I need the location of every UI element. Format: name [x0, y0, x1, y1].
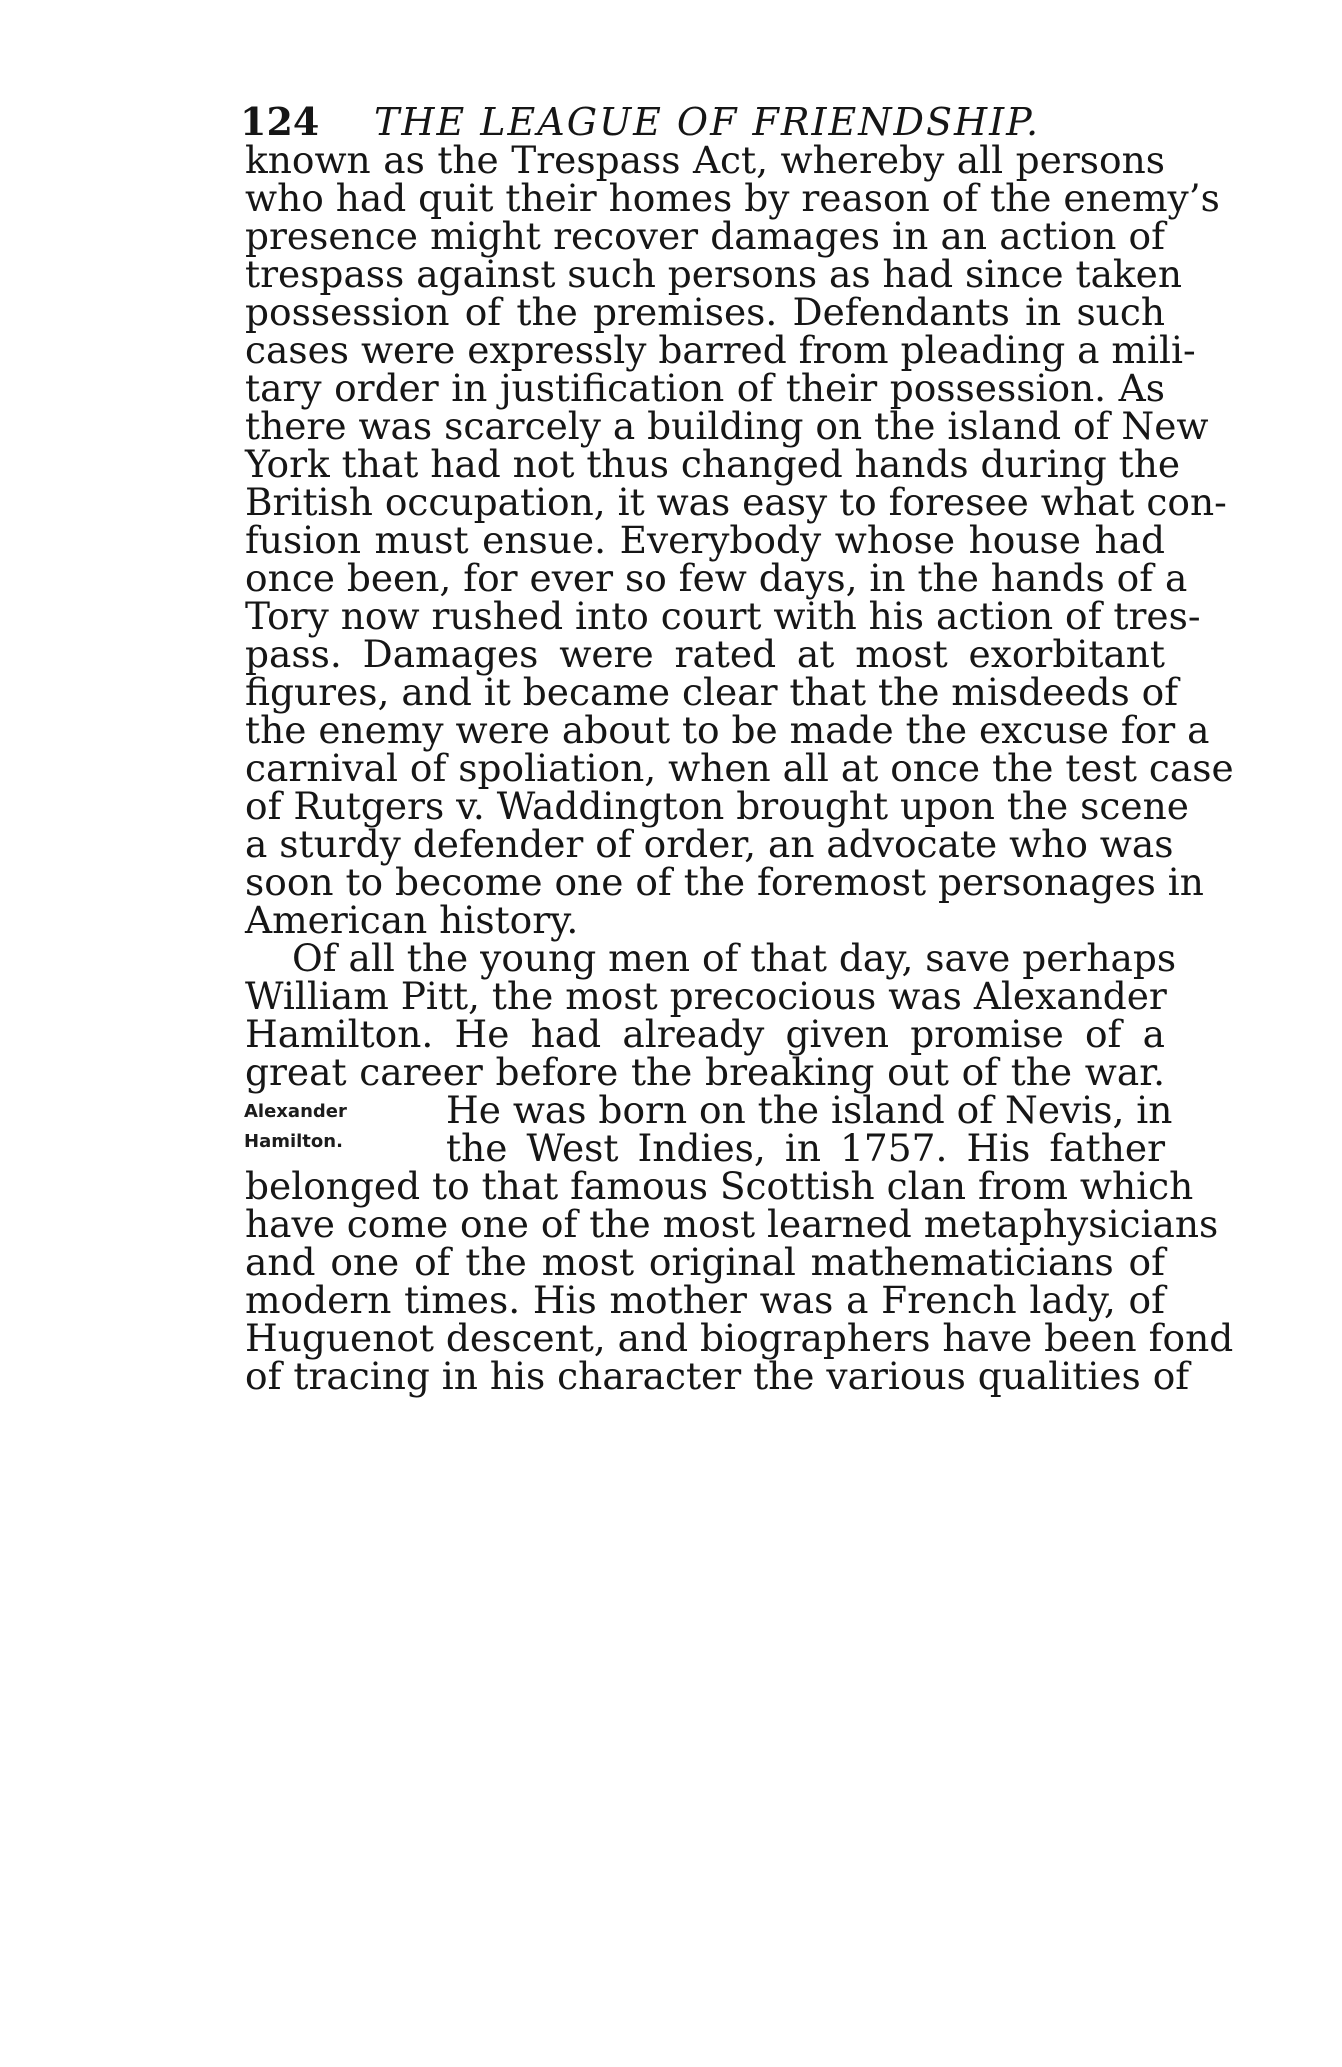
text-line: who had quit their homes by reason of the enemy’s [245, 176, 1220, 220]
text-line: He was born on the island of Nevis, in [446, 1088, 1173, 1132]
text-line: the West Indies, in 1757. His father [446, 1126, 1165, 1170]
text-line: figures, and it became clear that the misdeeds of [245, 670, 1179, 714]
text-line: once been, for ever so few days, in the hands of a [245, 556, 1188, 600]
text-line: American history. [245, 898, 579, 942]
text-line: pass. Damages were rated at most exorbitant [245, 632, 1165, 676]
text-line: belonged to that famous Scottish clan from which [245, 1164, 1194, 1208]
page-number: 124 [240, 99, 320, 144]
text-line: there was scarcely a building on the island of New [245, 404, 1209, 448]
text-line: soon to become one of the foremost personages in [245, 860, 1204, 904]
text-line: Huguenot descent, and biographers have been fond [245, 1316, 1234, 1360]
text-line: Of all the young men of that day, save perhaps [292, 936, 1177, 980]
text-line: and one of the most original mathematicians of [245, 1240, 1165, 1284]
marginal-note [244, 1097, 414, 1157]
text-line: of tracing in his character the various qualities of [245, 1354, 1190, 1398]
text-line: tary order in justification of their possession. As [245, 366, 1165, 410]
text-line: the enemy were about to be made the excuse for a [245, 708, 1210, 752]
text-line: of Rutgers v. Waddington brought upon the scene [245, 784, 1189, 828]
text-line: York that had not thus changed hands during the [245, 442, 1181, 486]
text-line: presence might recover damages in an action of [245, 214, 1165, 258]
text-line: Tory now rushed into court with his action of tres- [245, 594, 1201, 638]
text-line: trespass against such persons as had since taken [245, 252, 1182, 296]
text-line: William Pitt, the most precocious was Alexander [245, 974, 1167, 1018]
text-line: great career before the breaking out of the war. [245, 1050, 1165, 1094]
text-line: fusion must ensue. Everybody whose house had [245, 518, 1165, 562]
text-line: have come one of the most learned metaphysicians [245, 1202, 1219, 1246]
text-line: modern times. His mother was a French lady, of [245, 1278, 1165, 1322]
text-line: Hamilton. He had already given promise of a [245, 1012, 1165, 1056]
text-line: known as the Trespass Act, whereby all persons [245, 138, 1165, 182]
text-line: carnival of spoliation, when all at once the test case [245, 746, 1234, 790]
marginal-note-line: Alexander [244, 1101, 347, 1122]
text-line: cases were expressly barred from pleading a mili- [245, 328, 1196, 372]
text-line: possession of the premises. Defendants in such [245, 290, 1165, 334]
running-title: THE LEAGUE OF FRIENDSHIP. [374, 100, 1041, 144]
marginal-note-line: Hamilton. [244, 1131, 343, 1152]
text-line: British occupation, it was easy to foresee what con- [245, 480, 1227, 524]
text-line: a sturdy defender of order, an advocate who was [245, 822, 1174, 866]
